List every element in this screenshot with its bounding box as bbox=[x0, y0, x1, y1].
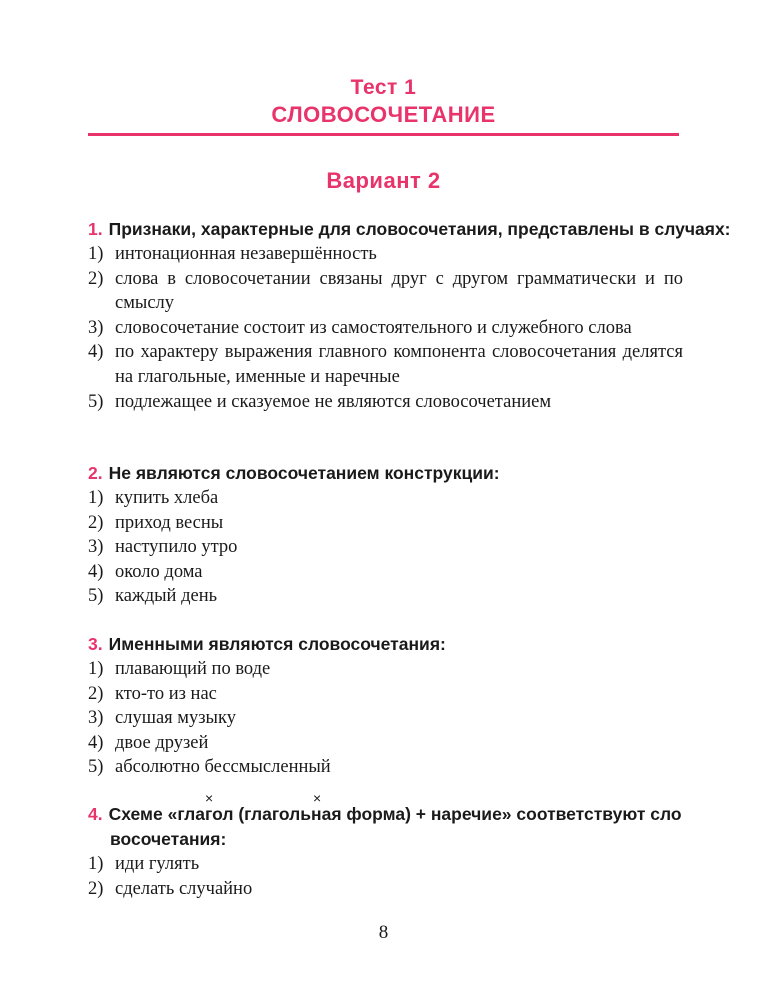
question-number: 4. bbox=[88, 804, 103, 824]
option-number: 3) bbox=[88, 537, 104, 558]
question-heading bbox=[88, 632, 683, 657]
question-1 bbox=[88, 217, 731, 414]
option-number: 3) bbox=[88, 708, 104, 729]
option-number: 2) bbox=[88, 878, 104, 899]
question-3 bbox=[88, 632, 683, 780]
option-item bbox=[88, 706, 683, 731]
option-number: 4) bbox=[88, 732, 104, 753]
option-text: иди гулять bbox=[115, 854, 200, 874]
option-number: 1) bbox=[88, 659, 104, 679]
question-number: 1. bbox=[88, 219, 103, 239]
option-text: около дома bbox=[115, 561, 203, 582]
option-item bbox=[88, 731, 683, 756]
cross-mark-glagol: × bbox=[205, 790, 214, 806]
option-item bbox=[88, 340, 683, 389]
option-item bbox=[88, 535, 683, 560]
test-subtitle: СЛОВОСОЧЕТАНИЕ bbox=[271, 102, 496, 127]
question-2 bbox=[88, 461, 683, 609]
option-number: 2) bbox=[88, 512, 104, 533]
option-list bbox=[88, 852, 683, 901]
option-text: сделать случайно bbox=[115, 878, 253, 899]
option-text: абсолютно бессмысленный bbox=[115, 757, 331, 778]
question-heading bbox=[88, 461, 683, 486]
option-number: 4) bbox=[88, 342, 104, 363]
option-list bbox=[88, 486, 683, 609]
option-number: 2) bbox=[88, 683, 104, 704]
question-text: Признаки, характерные для словосочетания, представлены в случаях: bbox=[108, 219, 731, 239]
option-text: кто-то из нас bbox=[115, 683, 217, 704]
option-text: по характеру выражения главного компонента словосочетания делятся на глагольные, именные и наречные bbox=[115, 342, 683, 387]
option-number: 1) bbox=[88, 854, 104, 874]
option-text: слова в словосочетании связаны друг с другом грамматически и по смыслу bbox=[115, 268, 683, 314]
option-number: 5) bbox=[88, 391, 104, 412]
option-text: приход весны bbox=[115, 512, 224, 533]
option-text: наступило утро bbox=[115, 537, 238, 558]
page-number: 8 bbox=[378, 922, 389, 943]
option-item bbox=[88, 560, 683, 585]
question-heading-continuation bbox=[88, 827, 683, 852]
option-number: 3) bbox=[88, 317, 104, 338]
option-list bbox=[88, 242, 683, 414]
option-text: плавающий по воде bbox=[115, 659, 271, 679]
question-number: 3. bbox=[88, 634, 103, 654]
option-item bbox=[88, 267, 683, 316]
option-number: 2) bbox=[88, 268, 104, 289]
option-item bbox=[88, 511, 683, 536]
option-number: 5) bbox=[88, 586, 104, 607]
option-number: 1) bbox=[88, 244, 104, 264]
variant-title: Вариант 2 bbox=[326, 168, 441, 193]
option-item bbox=[88, 877, 683, 902]
option-text: подлежащее и сказуемое не являются словосочетанием bbox=[115, 391, 552, 412]
question-heading bbox=[88, 802, 683, 827]
test-title: Тест 1 bbox=[350, 76, 417, 99]
question-number: 2. bbox=[88, 463, 103, 483]
question-text: Именными являются словосочетания: bbox=[108, 634, 446, 654]
title-divider bbox=[88, 133, 679, 136]
option-item bbox=[88, 316, 683, 341]
option-text: словосочетание состоит из самостоятельного и служебного слова bbox=[115, 317, 632, 338]
option-list bbox=[88, 657, 683, 780]
question-4 bbox=[88, 790, 683, 901]
option-item bbox=[88, 390, 683, 415]
option-item bbox=[88, 852, 683, 877]
question-text-line2: восочетания: bbox=[110, 829, 227, 849]
question-heading bbox=[88, 217, 731, 242]
option-item bbox=[88, 657, 683, 682]
question-text-line1: Схеме «глагол (глагольная форма) + наречие» соответствуют сло bbox=[108, 804, 682, 824]
option-item bbox=[88, 682, 683, 707]
option-item bbox=[88, 584, 683, 609]
option-text: купить хлеба bbox=[115, 488, 219, 508]
question-text: Не являются словосочетанием конструкции: bbox=[108, 463, 500, 483]
option-number: 5) bbox=[88, 757, 104, 778]
option-text: двое друзей bbox=[115, 732, 209, 753]
option-item bbox=[88, 242, 683, 267]
option-text: слушая музыку bbox=[115, 708, 236, 729]
option-item bbox=[88, 486, 683, 511]
option-text: интонационная незавершённость bbox=[115, 244, 377, 264]
option-number: 4) bbox=[88, 561, 104, 582]
cross-mark-narechie: × bbox=[313, 790, 322, 806]
option-number: 1) bbox=[88, 488, 104, 508]
option-text: каждый день bbox=[115, 586, 218, 607]
option-item bbox=[88, 755, 683, 780]
